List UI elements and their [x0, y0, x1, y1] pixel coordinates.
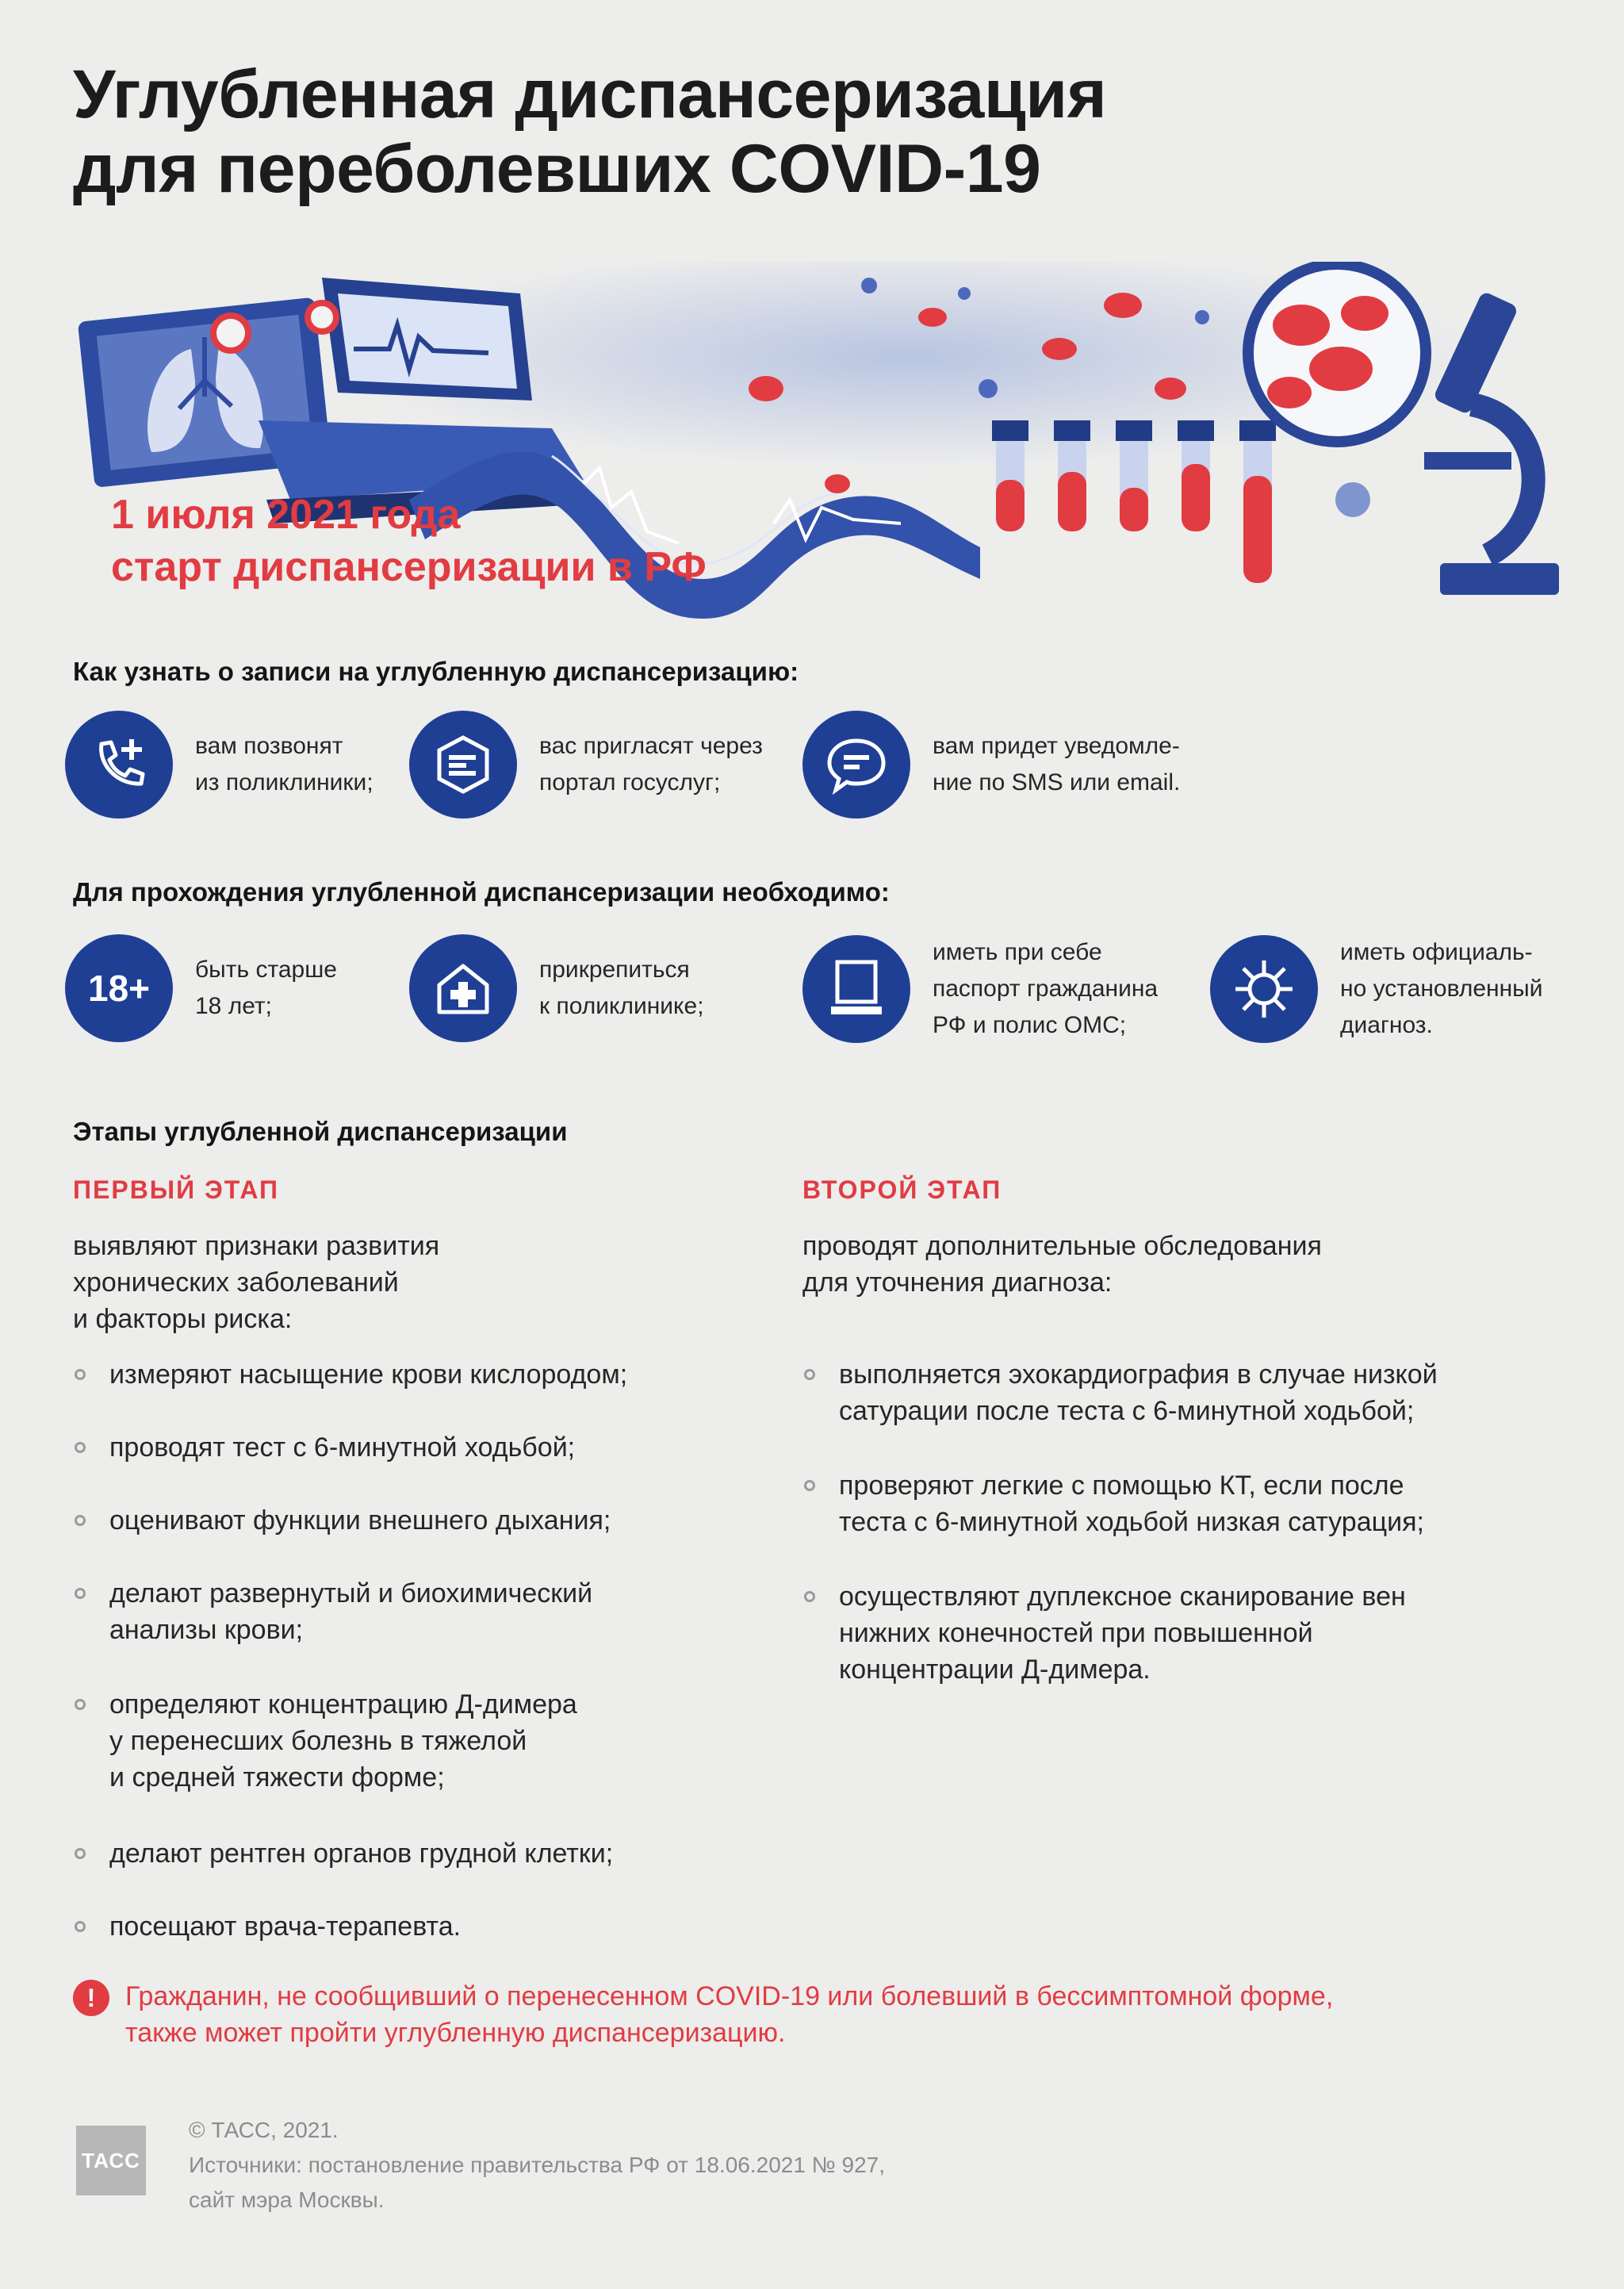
list-item: посещают врача-терапевта.: [73, 1908, 823, 1945]
message-icon: [802, 711, 910, 819]
notify-heading: Как узнать о записи на углубленную диспансеризацию:: [73, 657, 799, 686]
notify-item-sms: [802, 711, 1180, 819]
notify-item-gosuslugi: [409, 711, 763, 819]
covid-note-text: Гражданин, не сообщивший о перенесенном COVID-19 или болевший в бессимптомной форме, также может пройти углубленную диспансеризацию.: [125, 1981, 1334, 2048]
sources-line-2: сайт мэра Москвы.: [189, 2187, 385, 2212]
bullet-icon: [804, 1480, 815, 1491]
bullet-icon: [75, 1921, 86, 1932]
bullet-icon: [804, 1591, 815, 1602]
clinic-icon: [409, 934, 517, 1042]
bullet-icon: [75, 1699, 86, 1710]
covid-note: [73, 1978, 1333, 2051]
requirement-item-passport-text: иметь при себе паспорт гражданина РФ и полис ОМС;: [933, 939, 1159, 1038]
bullet-icon: [75, 1515, 86, 1526]
list-item: оценивают функции внешнего дыхания;: [73, 1502, 823, 1539]
bullet-icon: [75, 1442, 86, 1453]
bullet-icon: [75, 1848, 86, 1859]
title-line-1: Углубленная диспансеризация: [73, 56, 1107, 132]
list-item: делают развернутый и биохимический анализы крови;: [73, 1575, 823, 1648]
notify-item-call: [65, 711, 373, 819]
list-item: осуществляют дуплексное сканирование вен нижних конечностей при повышенной концентрации Д-димера.: [802, 1578, 1600, 1688]
exclamation-icon: !: [73, 1980, 109, 2016]
notify-item-call-text: вам позвонят из поликлиники;: [195, 733, 373, 796]
list-item: выполняется эхокардиография в случае низкой сатурации после теста с 6-минутной ходьбой;: [802, 1356, 1600, 1429]
list-item: проводят тест с 6-минутной ходьбой;: [73, 1429, 823, 1466]
requirement-item-age-text: быть старше 18 лет;: [195, 957, 337, 1019]
requirement-item-diagnosis-text: иметь официаль- но установленный диагноз.: [1340, 939, 1543, 1038]
requirement-item-diagnosis: [1210, 934, 1542, 1044]
list-item: проверяют легкие с помощью КТ, если после теста с 6-минутной ходьбой низкая сатурация;: [802, 1467, 1600, 1540]
notify-item-gosuslugi-text: вас пригласят через портал госуслуг;: [539, 733, 763, 796]
copyright: © ТАСС, 2021.: [189, 2118, 339, 2142]
list-item: делают рентген органов грудной клетки;: [73, 1835, 823, 1872]
bullet-icon: [804, 1369, 815, 1380]
tass-logo: ТАСС: [76, 2126, 146, 2195]
list-item: определяют концентрацию Д-димера у перенесших болезнь в тяжелой и средней тяжести форме;: [73, 1686, 823, 1796]
phone-plus-icon: [65, 711, 173, 819]
requirement-item-clinic: [409, 934, 704, 1042]
start-date: 1 июля 2021 года: [111, 492, 461, 538]
bullet-icon: [75, 1369, 86, 1380]
stages-heading: Этапы углубленной диспансеризации: [73, 1117, 568, 1146]
passport-icon: [802, 935, 910, 1043]
age-18-icon: [65, 934, 173, 1042]
page-title: [73, 57, 1106, 206]
title-line-2: для переболевших COVID-19: [73, 131, 1041, 207]
list-item: измеряют насыщение крови кислородом;: [73, 1356, 823, 1393]
start-text: старт диспансеризации в РФ: [111, 544, 707, 590]
first-stage-title: ПЕРВЫЙ ЭТАП: [73, 1175, 279, 1204]
requirement-item-passport: [802, 934, 1158, 1044]
virus-icon: [1210, 935, 1318, 1043]
requirement-item-clinic-text: прикрепиться к поликлинике;: [539, 957, 704, 1019]
requirement-item-age: [65, 934, 337, 1042]
sources-line-1: Источники: постановление правительства РФ от 18.06.2021 № 927,: [189, 2153, 886, 2177]
start-date-caption: [111, 489, 707, 593]
credits: [189, 2113, 885, 2218]
magnifier-cells-icon: [1248, 264, 1426, 442]
requirements-heading: Для прохождения углубленной диспансеризации необходимо:: [73, 877, 890, 907]
notify-item-sms-text: вам придет уведомле- ние по SMS или email.: [933, 733, 1181, 796]
gosuslugi-icon: [409, 711, 517, 819]
bullet-icon: [75, 1588, 86, 1599]
age-badge-text: 18+: [87, 968, 151, 1009]
second-stage-title: ВТОРОЙ ЭТАП: [802, 1175, 1002, 1204]
second-stage-intro: проводят дополнительные обследования для уточнения диагноза:: [802, 1231, 1322, 1298]
first-stage-intro: выявляют признаки развития хронических заболеваний и факторы риска:: [73, 1231, 440, 1334]
